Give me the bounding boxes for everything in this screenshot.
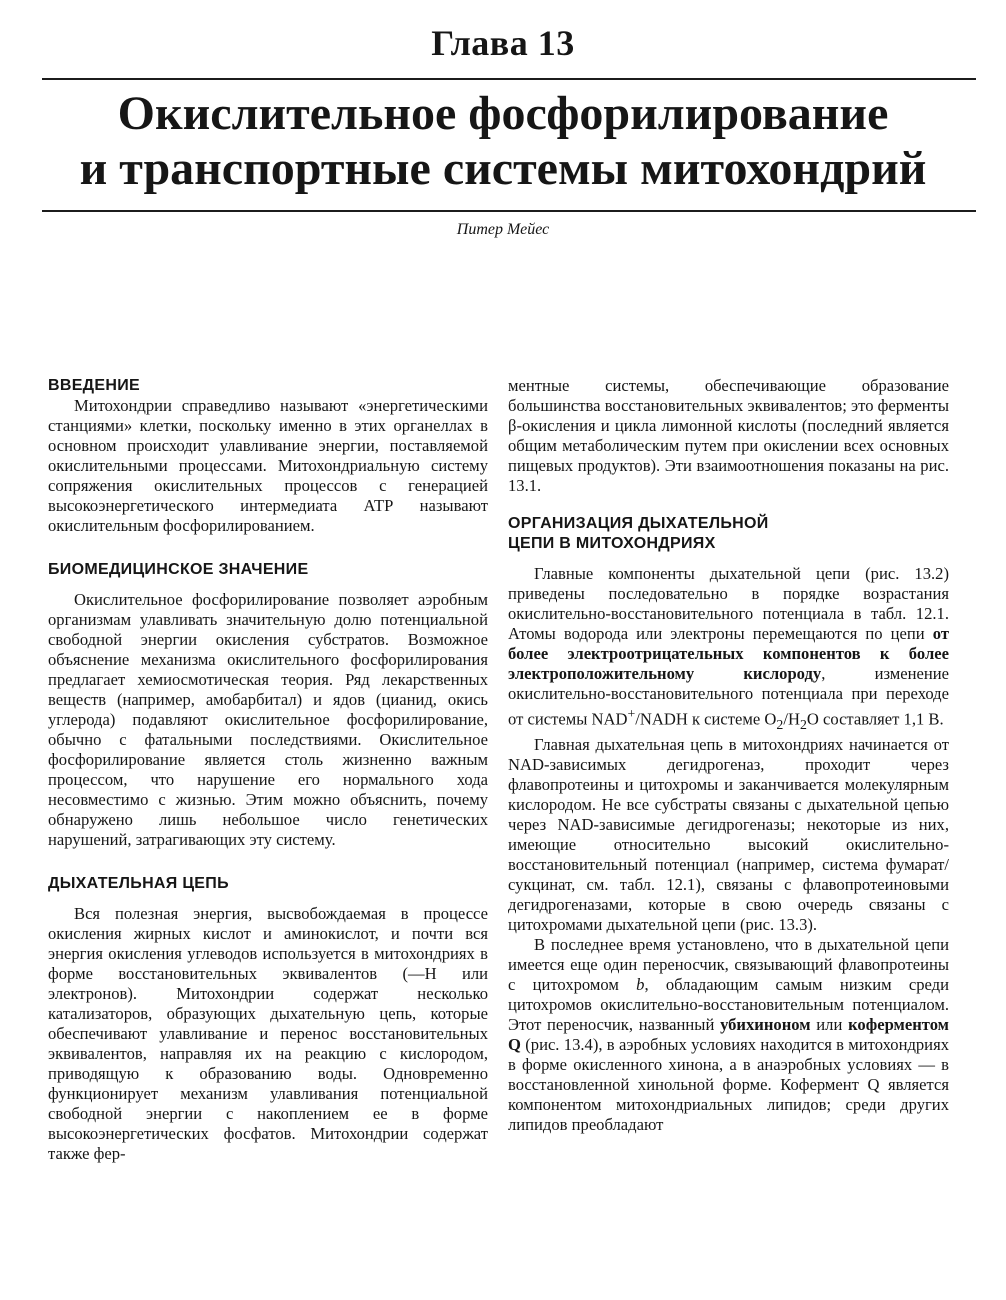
intro-heading: ВВЕДЕНИЕ (48, 377, 140, 394)
main-chain-paragraph (508, 735, 949, 935)
components-text-a: , изменение окислительно-восстановительного потенциала при переходе от системы NAD (508, 664, 949, 729)
respiratory-chain-paragraph (48, 904, 488, 1164)
ubiquinone-text-b: , обладающим самым низким среди цитохромов окислительно-восстановительным потенциалом. Этот переносчик, названный (508, 974, 949, 1034)
intro-paragraph (48, 396, 488, 536)
continued-text: ментные системы, обеспечивающие образование большинства восстановительных эквивалентов; это ферменты β-окисления и цикла лимонной кислоты (последний является общим метаболическим путем при окислении всех основных пищевых продуктов). Эти взаимоотношения показаны на рис. 13.1. (508, 376, 949, 495)
top-rule (42, 78, 976, 80)
ubiquinone-paragraph (508, 935, 949, 1135)
biomedical-text: Окислительное фосфорилирование позволяет аэробным организмам улавливать значительную долю потенциальной свободной энергии окисления субстратов. Возможное объяснение механизма окислительного фосфорилирования предлагает хемиосмотическая теория. Ряд лекарственных веществ (например, амобарбитал) и ядов (цианид, окись углерода) подавляют окислительное фосфорилирование, обычно с фатальными последствиями. Окислительное фосфорилирование является столь жизненно важным процессом, что нарушение его нормального хода несовместимо с жизнью. Этим можно объяснить, почему обнаружено лишь небольшое число генетических нарушений, затрагивающих эту систему. (48, 590, 488, 849)
main-chain-text: Главная дыхательная цепь в митохондриях начинается от NAD-зависимых дегидрогеназ, проходит через флавопротеины и цитохромы и заканчивается молекулярным кислородом. Не все субстраты связаны с дыхательной цепью через NAD-зависимые дегидрогеназы; некоторые из них, имеющие относительно высокий окислительно-восстановительный потенциал (например, система фумарат/сукцинат, см. табл. 12.1), связаны с флавопротеиновыми дегидрогеназами, которые в свою очередь связаны с цитохромами дыхательной цепи (рис. 13.3). (508, 734, 949, 934)
coenzyme-q-bold: коферментом Q (508, 1014, 949, 1054)
organization-heading (508, 514, 949, 554)
title-line-1: Окислительное фосфорилирование (117, 87, 889, 140)
components-bold-phrase: от более электроотрицательных компонентов к более электроположительному кислороду (508, 624, 949, 683)
o2-subscript: 2 (776, 716, 784, 732)
biomedical-heading: БИОМЕДИЦИНСКОЕ ЗНАЧЕНИЕ (48, 561, 309, 578)
ubiquinone-text-c: или (810, 1014, 849, 1034)
title-line-2: и транспортные системы митохондрий (79, 142, 927, 195)
components-text-c: /H (783, 709, 800, 729)
components-paragraph (508, 564, 949, 735)
biomedical-paragraph (48, 590, 488, 850)
organization-heading-line-1: ОРГАНИЗАЦИЯ ДЫХАТЕЛЬНОЙ (508, 515, 769, 532)
ubiquinone-text-d: (рис. 13.4), в аэробных условиях находится в митохондриях в форме окисленного хинона, а в анаэробных условиях — в восстановленной хинольной форме. Кофермент Q является компонентом митохондриальных липидов; среди других липидов преобладают (508, 1034, 949, 1134)
intro-text: Митохондрии справедливо называют «энергетическими станциями» клетки, поскольку именно в этих органеллах в основном происходит улавливание энергии, поставляемой окислительными процессами. Митохондриальную систему сопряжения окислительных процессов с генерацией высокоэнергетического интермедиата АТР называют окислительным фосфорилированием. (48, 396, 488, 535)
ubiquinone-bold: убихиноном (720, 1014, 811, 1034)
cytochrome-b-italic: b (636, 974, 645, 994)
nad-plus-superscript: + (627, 706, 636, 721)
chapter-number: Глава 13 (431, 23, 575, 63)
left-column (48, 376, 488, 1164)
respiratory-chain-text: Вся полезная энергия, высвобождаемая в процессе окисления жирных кислот и аминокислот, и почти вся энергия окисления углеводов используется в митохондриях в форме восстановительных эквивалентов (—Н или электронов). Митохондрии содержат несколько катализаторов, образующих дыхательную цепь, которые обеспечивают улавливание и перенос восстановительных эквивалентов, направляя их на реакцию с кислородом, приводящую к образованию воды. Одновременно функционирует механизм улавливания потенциальной свободной энергии с накоплением ее в форме высокоэнергетических фосфатов. Митохондрии содержат также фер- (48, 904, 488, 1163)
organization-heading-line-2: ЦЕПИ В МИТОХОНДРИЯХ (508, 535, 716, 552)
author: Питер Мейес (456, 221, 550, 238)
respiratory-chain-heading: ДЫХАТЕЛЬНАЯ ЦЕПЬ (48, 875, 229, 892)
continued-paragraph (508, 376, 949, 496)
right-column (508, 376, 949, 1135)
components-text-start: Главные компоненты дыхательной цепи (рис. 13.2) приведены последовательно в порядке возрастания окислительно-восстановительного потенциала в табл. 12.1. Атомы водорода или электроны перемещаются по цепи (508, 564, 949, 643)
ubiquinone-text-a: В последнее время установлено, что в дыхательной цепи имеется еще один переносчик, связывающий флавопротеины с цитохромом (508, 934, 949, 994)
components-text-d: O составляет 1,1 В. (806, 709, 944, 729)
title-bottom-rule (42, 210, 976, 212)
h2o-subscript: 2 (799, 716, 807, 732)
components-text-b: /NADH к системе O (635, 709, 777, 729)
